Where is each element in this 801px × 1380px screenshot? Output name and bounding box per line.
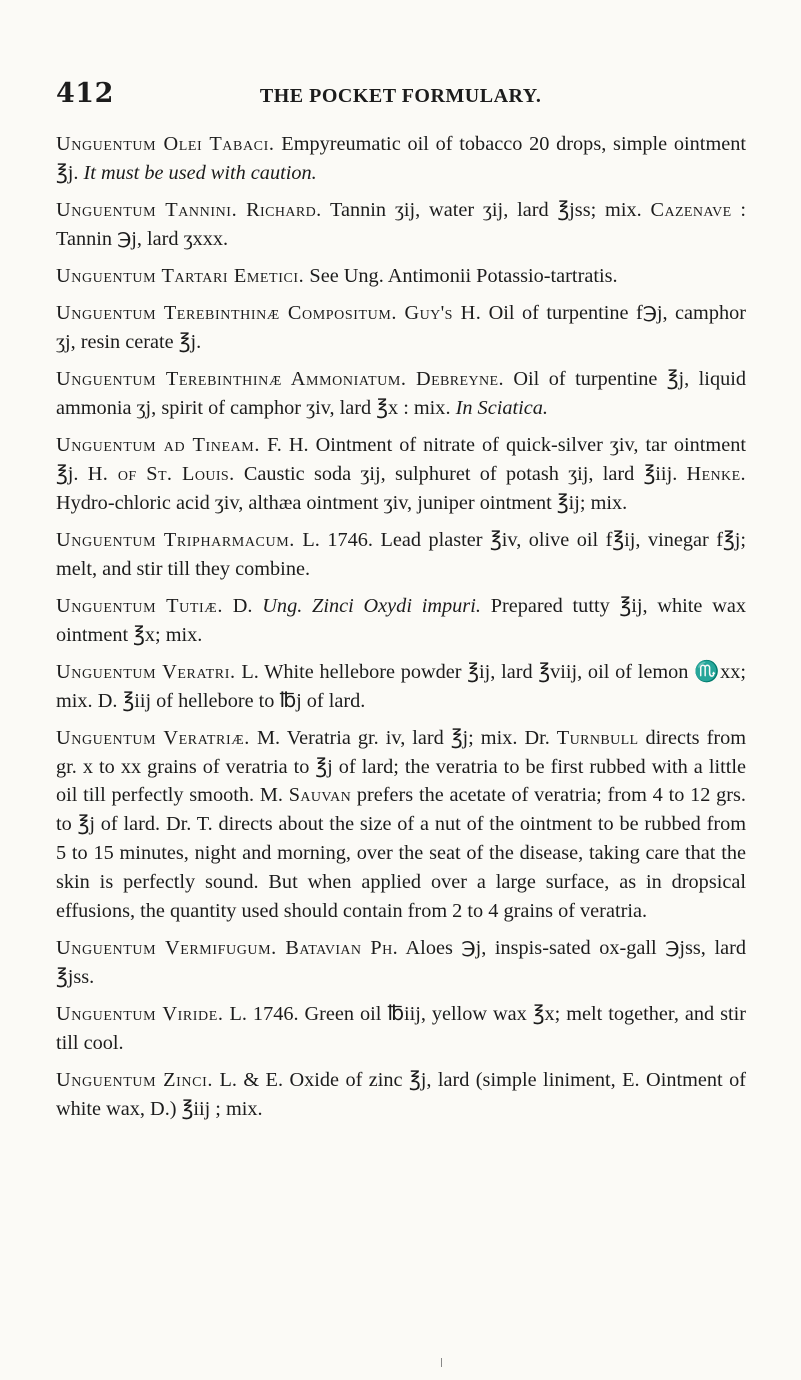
entry-terebinthinae-ammoniatum (56, 365, 746, 423)
entry-authority: Henke. (686, 462, 746, 485)
entry-ad-tineam (56, 431, 746, 517)
entry-authority: Batavian Ph. (285, 936, 399, 959)
entry-veratriae (56, 724, 746, 926)
entry-note: It must be used with caution. (83, 161, 317, 184)
entry-text: Empyreumatic oil of tobacco 20 drops, simple ointment ℥j. (56, 133, 746, 184)
entry-viride (56, 1000, 746, 1058)
entry-authority: Guy's H. (404, 302, 482, 325)
page-header (56, 78, 746, 118)
page-number: 412 (56, 78, 114, 109)
entry-title: Unguentum Veratri. (56, 660, 236, 683)
entry-terebinthinae-compositum (56, 299, 746, 357)
print-mark (441, 1358, 442, 1367)
entry-text: Oil of turpentine ℥j, liquid ammonia ʒj, spirit of camphor ʒiv, lard ℥x : mix. (56, 368, 746, 419)
entry-title: Unguentum Tutiæ. (56, 594, 223, 617)
entry-title: Unguentum Tartari Emetici. (56, 264, 305, 287)
entry-title: Unguentum Terebinthinæ Compositum. (56, 302, 398, 325)
entry-tartari-emetici (56, 262, 746, 291)
entry-text: See Ung. Antimonii Potassio-tartratis. (304, 264, 618, 287)
entry-text: directs from gr. x to xx grains of veratria to ℥j of lard; the veratria to be first rubbed with a little oil till perfectly smooth. M. (56, 726, 746, 807)
entry-title: Unguentum Veratriæ. (56, 726, 250, 749)
entry-text: L. 1746. Green oil ℔iij, yellow wax ℥x; melt together, and stir till cool. (56, 1002, 746, 1054)
entry-zinci (56, 1066, 746, 1124)
entry-veratri (56, 658, 746, 716)
entry-tripharmacum (56, 526, 746, 584)
formulary-entries (56, 130, 746, 1123)
entry-title: Unguentum Tannini. (56, 198, 238, 221)
entry-authority: Turnbull (556, 726, 639, 749)
entry-title: Unguentum Terebinthinæ Ammoniatum. (56, 368, 407, 391)
entry-authority: Sauvan (288, 784, 352, 807)
entry-text: Prepared tutty ℥ij, white wax ointment ℥x; mix. (56, 594, 746, 646)
entry-text: D. (223, 594, 263, 617)
entry-title: Unguentum Tripharmacum. (56, 528, 295, 551)
entry-authority: Debreyne. (416, 368, 504, 391)
entry-text: Caustic soda ʒij, sulphuret of potash ʒij, lard ℥iij. (234, 462, 687, 485)
entry-text: L. & E. Oxide of zinc ℥j, lard (simple liniment, E. Ointment of white wax, D.) ℥iij ; mix. (56, 1068, 746, 1120)
entry-authority: Cazenave (650, 198, 732, 221)
book-page (56, 78, 746, 1132)
entry-title: Unguentum Zinci. (56, 1068, 214, 1091)
entry-tutiae (56, 592, 746, 650)
entry-title: Unguentum Olei Tabaci. (56, 133, 275, 155)
entry-authority: H. of St. Louis. (87, 462, 235, 485)
entry-text: Aloes ℈j, inspis-sated ox-gall ℈jss, lard ℥jss. (56, 936, 746, 988)
entry-olei-tabaci (56, 130, 746, 188)
entry-text: : Tannin ℈j, lard ʒxxx. (56, 198, 747, 250)
entry-title: Unguentum ad Tineam. (56, 434, 261, 457)
entry-note: Ung. Zinci Oxydi impuri. (262, 594, 481, 617)
entry-text: M. Veratria gr. iv, lard ℥j; mix. Dr. (249, 726, 557, 749)
entry-text: Oil of turpentine f℈j, camphor ʒj, resin cerate ℥j. (56, 302, 746, 353)
entry-note: In Sciatica. (455, 396, 548, 419)
entry-authority: Richard. (246, 198, 322, 221)
entry-text: L. White hellebore powder ℥ij, lard ℥viij, oil of lemon ♏xx; mix. D. ℥iij of hellebore to ℔j of lard. (56, 660, 746, 712)
entry-text: prefers the acetate of veratria; from 4 to 12 grs. to ℥j of lard. Dr. T. directs about the size of a nut of the ointment to be rubbed from 5 to 15 minutes, night and morning, over the seat of the disease, taking care that the skin is perfectly sound. But when applied over a large surface, as in dropsical effusions, the quantity used should contain from 2 to 4 grains of veratria. (56, 784, 746, 922)
entry-title: Unguentum Vermifugum. (56, 936, 277, 959)
entry-tannini (56, 196, 746, 254)
entry-text: L. 1746. Lead plaster ℥iv, olive oil f℥ij, vinegar f℥j; melt, and stir till they combine. (56, 528, 746, 580)
entry-title: Unguentum Viride. (56, 1002, 224, 1025)
entry-text: F. H. Ointment of nitrate of quick-silver ʒiv, tar ointment ℥j. (56, 434, 746, 485)
entry-text: Hydro-chloric acid ʒiv, althæa ointment ʒiv, juniper ointment ℥ij; mix. (56, 491, 628, 514)
entry-vermifugum (56, 934, 746, 992)
entry-text: Tannin ʒij, water ʒij, lard ℥jss; mix. (321, 198, 651, 221)
running-head: THE POCKET FORMULARY. (259, 85, 542, 107)
